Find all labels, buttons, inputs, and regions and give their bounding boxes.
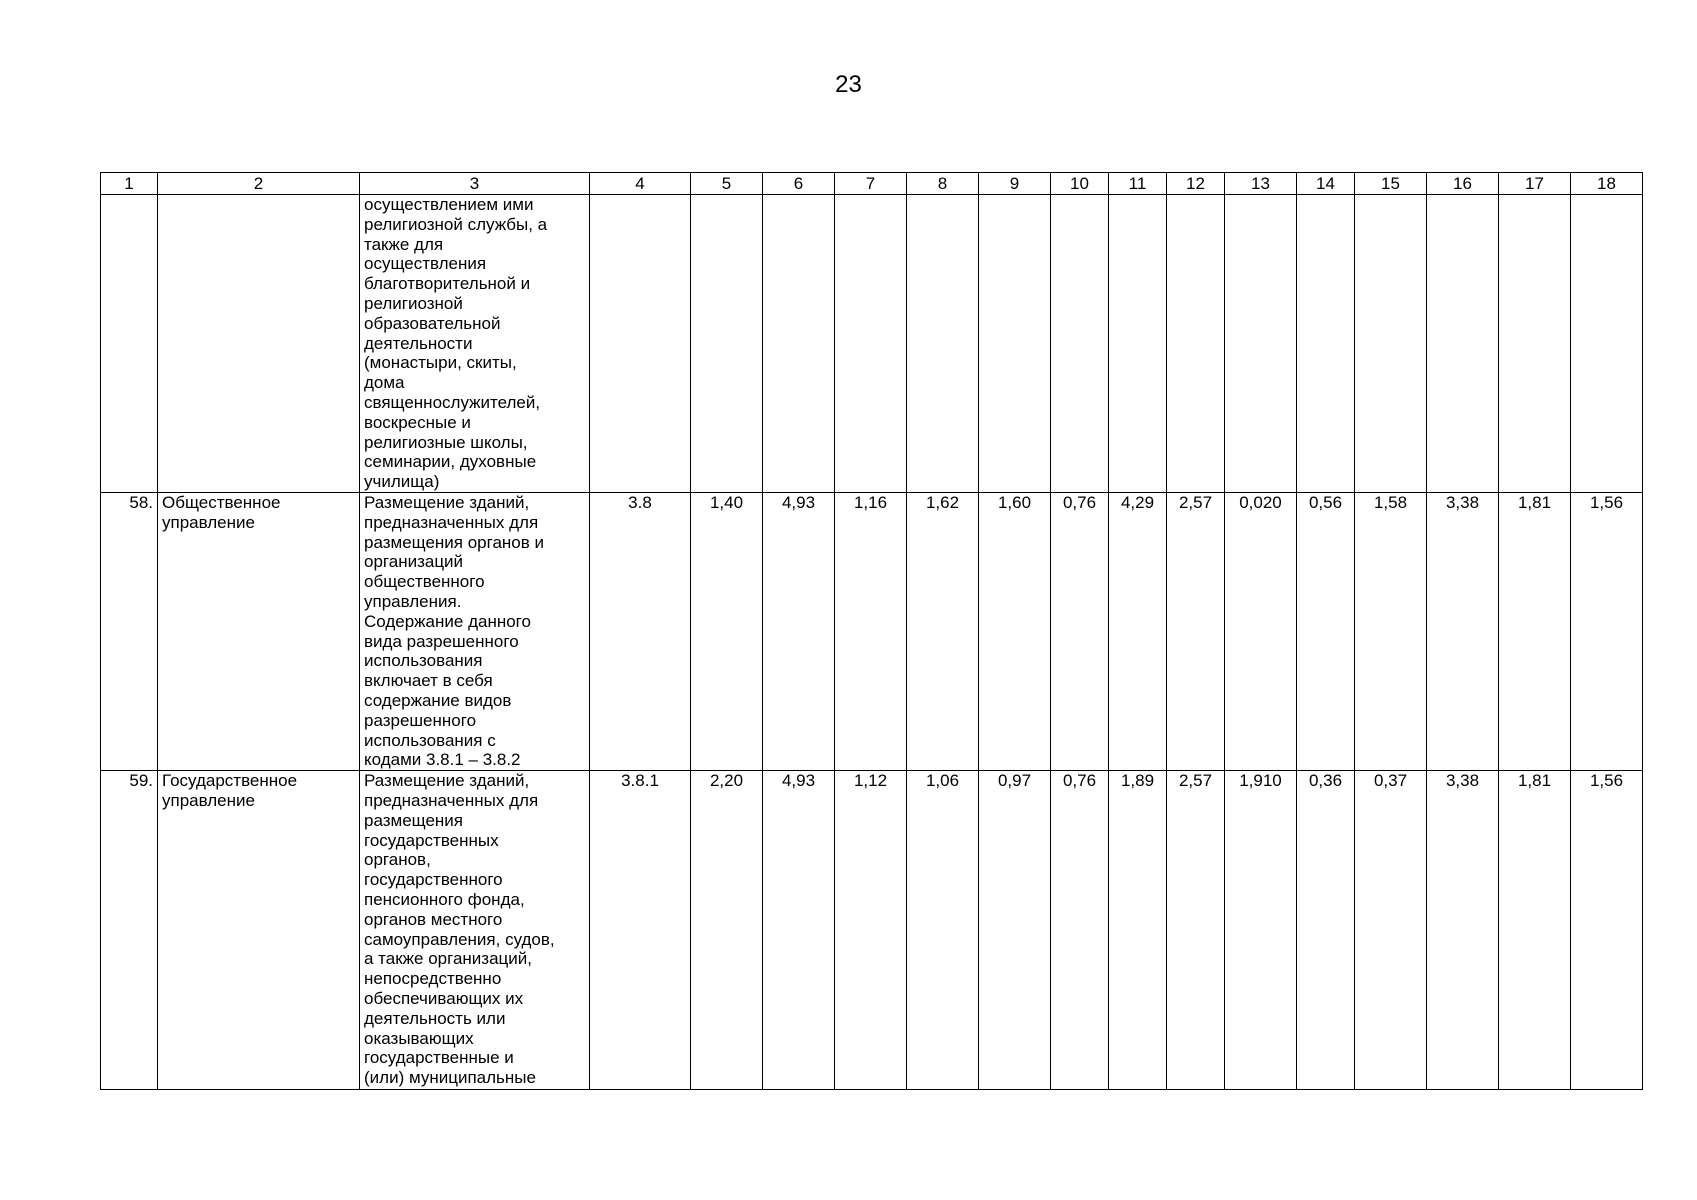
description-line: кодами 3.8.1 – 3.8.2	[364, 750, 521, 770]
cell-value: 4,29	[1109, 493, 1167, 771]
cell-value	[1571, 195, 1643, 493]
cell-value: 3,38	[1427, 493, 1499, 771]
description-line: управления.	[364, 591, 462, 611]
row-number: 58.	[101, 493, 158, 771]
description-line: органов,	[364, 850, 431, 870]
description-line: священнослужителей,	[364, 392, 541, 412]
cell-value: 0,020	[1225, 493, 1297, 771]
cell-value: 1,12	[835, 771, 907, 1090]
cell-code: 3.8	[590, 493, 691, 771]
cell-value: 1,16	[835, 493, 907, 771]
description-line: предназначенных для	[364, 512, 539, 532]
page-number: 23	[835, 71, 862, 98]
column-header: 14	[1297, 173, 1355, 195]
cell-value: 0,76	[1051, 493, 1109, 771]
column-header: 13	[1225, 173, 1297, 195]
row-name-line: Общественное	[162, 493, 281, 512]
cell-value	[1109, 195, 1167, 493]
cell-value	[763, 195, 835, 493]
table-header-row	[101, 173, 1643, 195]
description-line: пенсионного фонда,	[364, 889, 525, 909]
description-line: государственные и	[364, 1048, 514, 1068]
description-line: деятельность или	[364, 1008, 506, 1028]
description-line: училища)	[364, 472, 440, 492]
column-header: 4	[590, 173, 691, 195]
description-line: воскресные и	[364, 412, 471, 432]
row-name-line: Государственное	[162, 771, 298, 791]
description-line: предназначенных для	[364, 790, 539, 810]
description-line: организаций	[364, 552, 464, 572]
cell-value: 1,06	[907, 771, 979, 1090]
description-line: использования	[364, 651, 483, 671]
description-line: благотворительной и	[364, 274, 531, 294]
row-name	[158, 195, 360, 493]
description-line: содержание видов	[364, 690, 512, 710]
table-row	[101, 771, 1643, 1090]
cell-value: 1,58	[1355, 493, 1427, 771]
cell-value	[691, 195, 763, 493]
cell-value	[835, 195, 907, 493]
description-line: Содержание данного	[364, 611, 531, 631]
column-header: 17	[1499, 173, 1571, 195]
data-table	[100, 172, 1643, 1090]
description-line: обеспечивающих их	[364, 988, 524, 1008]
description-line: религиозной	[364, 293, 463, 313]
description-line: деятельности	[364, 333, 473, 353]
description-line: общественного	[364, 572, 485, 592]
column-header: 10	[1051, 173, 1109, 195]
column-header: 11	[1109, 173, 1167, 195]
cell-value: 2,57	[1167, 771, 1225, 1090]
cell-value	[979, 195, 1051, 493]
cell-value	[1427, 195, 1499, 493]
column-header: 8	[907, 173, 979, 195]
column-header: 7	[835, 173, 907, 195]
description-line: также для	[364, 234, 444, 254]
description-line: Размещение зданий,	[364, 771, 530, 791]
description-line: использования с	[364, 730, 496, 750]
column-header: 5	[691, 173, 763, 195]
row-name	[158, 771, 360, 1090]
column-header: 15	[1355, 173, 1427, 195]
row-name	[158, 493, 360, 771]
cell-value	[1167, 195, 1225, 493]
description-line: осуществлением ими	[364, 195, 534, 214]
cell-value: 3,38	[1427, 771, 1499, 1090]
column-header: 6	[763, 173, 835, 195]
description-line: осуществления	[364, 254, 487, 274]
description-line: государственного	[364, 870, 503, 890]
cell-value: 1,60	[979, 493, 1051, 771]
cell-value: 1,81	[1499, 493, 1571, 771]
description-line: размещения органов и	[364, 532, 545, 552]
cell-value: 1,910	[1225, 771, 1297, 1090]
description-line: (монастыри, скиты,	[364, 353, 517, 373]
row-description	[360, 195, 590, 493]
description-line: семинарии, духовные	[364, 452, 537, 472]
description-line: (или) муниципальные	[364, 1068, 536, 1088]
cell-value: 0,36	[1297, 771, 1355, 1090]
cell-value	[1499, 195, 1571, 493]
column-header: 9	[979, 173, 1051, 195]
cell-value: 1,40	[691, 493, 763, 771]
cell-value: 2,20	[691, 771, 763, 1090]
column-header: 2	[158, 173, 360, 195]
cell-value: 0,76	[1051, 771, 1109, 1090]
column-header: 12	[1167, 173, 1225, 195]
cell-value: 1,62	[907, 493, 979, 771]
cell-value	[907, 195, 979, 493]
row-description	[360, 771, 590, 1090]
cell-code: 3.8.1	[590, 771, 691, 1090]
cell-code	[590, 195, 691, 493]
cell-value: 1,56	[1571, 493, 1643, 771]
description-line: религиозные школы,	[364, 432, 528, 452]
column-header: 16	[1427, 173, 1499, 195]
description-line: включает в себя	[364, 671, 493, 691]
description-line: оказывающих	[364, 1028, 474, 1048]
description-line: государственных	[364, 830, 499, 850]
cell-value: 0,56	[1297, 493, 1355, 771]
row-number	[101, 195, 158, 493]
column-header: 3	[360, 173, 590, 195]
cell-value	[1355, 195, 1427, 493]
description-line: дома	[364, 373, 405, 393]
cell-value: 4,93	[763, 493, 835, 771]
cell-value: 1,56	[1571, 771, 1643, 1090]
column-header: 18	[1571, 173, 1643, 195]
cell-value: 0,37	[1355, 771, 1427, 1090]
cell-value: 1,81	[1499, 771, 1571, 1090]
row-name-line: управление	[162, 512, 255, 532]
description-line: вида разрешенного	[364, 631, 519, 651]
cell-value	[1051, 195, 1109, 493]
row-description	[360, 493, 590, 771]
row-number: 59.	[101, 771, 158, 1090]
description-line: образовательной	[364, 313, 501, 333]
cell-value	[1225, 195, 1297, 493]
cell-value: 4,93	[763, 771, 835, 1090]
cell-value: 0,97	[979, 771, 1051, 1090]
description-line: а также организаций,	[364, 949, 532, 969]
description-line: непосредственно	[364, 969, 502, 989]
table-row	[101, 195, 1643, 493]
description-line: органов местного	[364, 909, 503, 929]
description-line: Размещение зданий,	[364, 493, 530, 512]
description-line: размещения	[364, 810, 463, 830]
cell-value: 2,57	[1167, 493, 1225, 771]
cell-value	[1297, 195, 1355, 493]
column-header: 1	[101, 173, 158, 195]
cell-value: 1,89	[1109, 771, 1167, 1090]
description-line: самоуправления, судов,	[364, 929, 555, 949]
description-line: разрешенного	[364, 710, 477, 730]
description-line: религиозной службы, а	[364, 214, 548, 234]
row-name-line: управление	[162, 790, 255, 810]
table-row	[101, 493, 1643, 771]
